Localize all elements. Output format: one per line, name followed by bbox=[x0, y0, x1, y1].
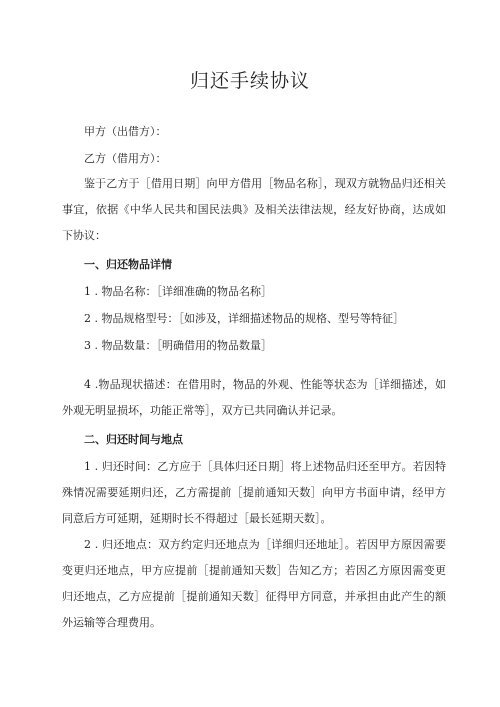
section1-item-2: 2 . 物品规格型号：［如涉及，详细描述物品的规格、型号等特征］ bbox=[84, 312, 404, 325]
section1-item-4: 4 .物品现状描述：在借用时，物品的外观、性能等状态为［详细描述，如外观无明显损坏，功能正常等］，双方已共同确认并记录。 bbox=[62, 378, 446, 417]
section1-heading: 一、归还物品详情 bbox=[84, 258, 172, 271]
section1-item-1: 1 . 物品名称：［详细准确的物品名称］ bbox=[84, 285, 272, 298]
document-title: 归还手续协议 bbox=[189, 70, 310, 92]
section2-item-2: 2 . 归还地点：双方约定归还地点为［详细归还地址］。若因甲方原因需要变更归还地点，甲方应提前［提前通知天数］告知乙方；若因乙方原因需变更归还地点，乙方应提前［提前通知天数］征得甲方同意，并承担由此产生的额外运输等合理费用。 bbox=[62, 538, 446, 629]
section1-item-3: 3 . 物品数量：［明确借用的物品数量］ bbox=[84, 339, 272, 352]
intro-paragraph: 鉴于乙方于［借用日期］向甲方借用［物品名称］，现双方就物品归还相关事宜，依据《中华人民共和国民法典》及相关法律法规，经友好协商，达成如下协议： bbox=[62, 177, 446, 242]
lender-line: 甲方（出借方）： bbox=[84, 125, 167, 138]
section2-item-1: 1 . 归还时间：乙方应于［具体归还日期］将上述物品归还至甲方。若因特殊情况需要延期归还，乙方需提前［提前通知天数］向甲方书面申请，经甲方同意后方可延期，延期时长不得超过［最长延期天数］。 bbox=[62, 460, 446, 525]
borrower-line: 乙方（借用方）： bbox=[84, 152, 167, 165]
section2-heading: 二、归还时间与地点 bbox=[84, 433, 183, 446]
